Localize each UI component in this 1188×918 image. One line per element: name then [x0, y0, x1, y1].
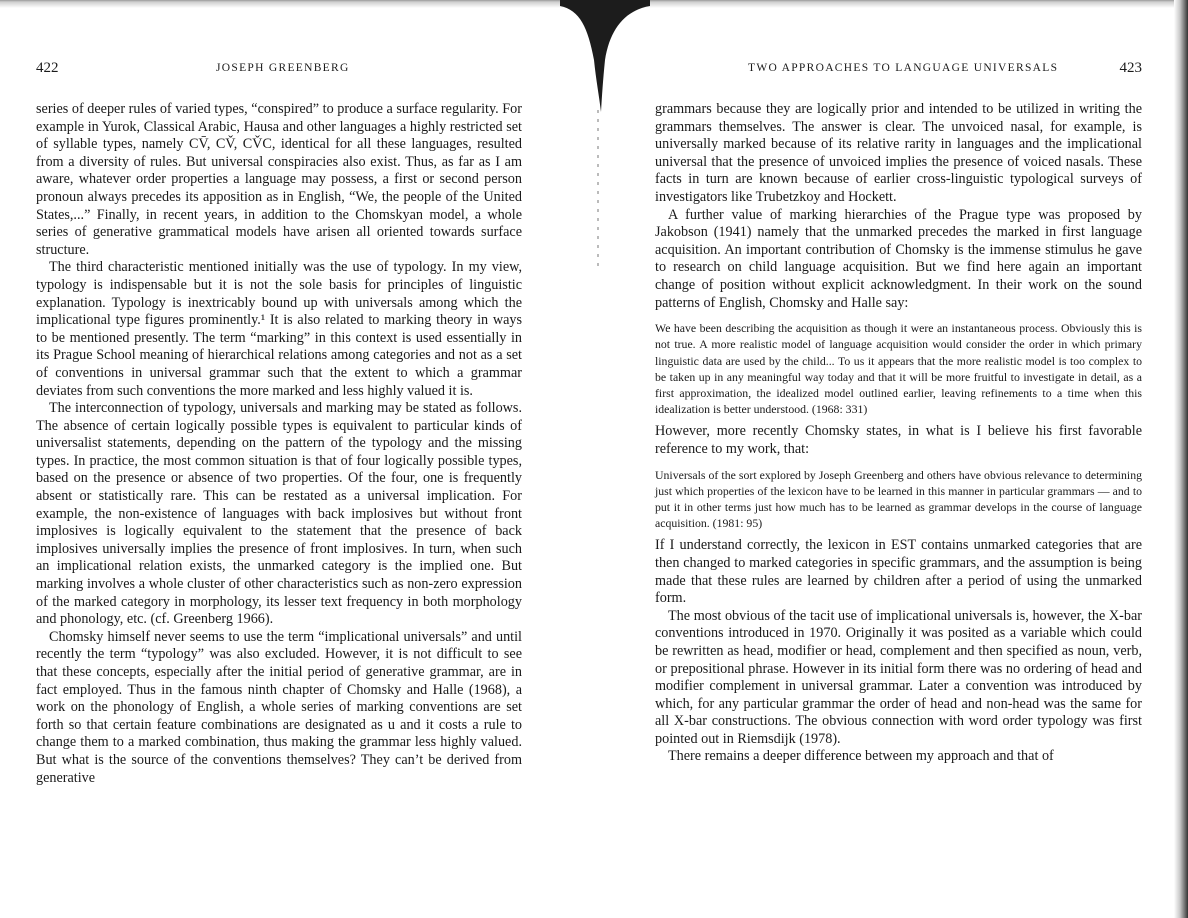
left-paragraph-1: series of deeper rules of varied types, “conspired” to produce a surface regularity. For example in Yurok, Classical Arabic, Hausa and other languages a highly restricted set of syllable types, namely CV̄, CV̌, CV̌C, identical for all these languages, resulted from a diversity of rules. But universal conspiracies also exist. Thus, as far as I am aware, whatever order properties a language may possess, a first or second person pronoun always precedes its apposition as in English, “We, the people of the United States,...” Finally, in recent years, in addition to the Chomskyan model, a whole series of generative grammatical models have arisen all oriented towards surface structure.: [36, 101, 522, 258]
left-paragraph-4: Chomsky himself never seems to use the term “implicational universals” and until recently the term “typology” was also excluded. However, it is not difficult to see that these concepts, especially after the initial period of generative grammar, are in fact employed. Thus in the famous ninth chapter of Chomsky and Halle (1968), a work on the phonology of English, a whole series of marking conventions are set forth so that certain feature combinations are designated as u and it costs a rule to change them to a marked combination, thus making the grammar less highly valued. But what is the source of the conventions themselves? They can’t be derived from generative: [36, 628, 522, 786]
left-running-head: [36, 62, 522, 82]
left-page-body: [36, 101, 522, 787]
gutter-speckle: [597, 110, 599, 270]
right-paragraph-6: There remains a deeper difference between my approach and that of: [668, 748, 1054, 765]
right-paragraph-1: grammars because they are logically prior and intended to be utilized in writing the grammars themselves. The answer is clear. The unvoiced nasal, for example, is universally marked because of its relative rarity in languages and the implicational universal that the presence of unvoiced implies the presence of voiced nasals. These facts in turn are known because of earlier cross-linguistic typological surveys of investigators like Trubetzkoy and Hockett.: [655, 101, 1142, 205]
right-running-title: TWO APPROACHES TO LANGUAGE UNIVERSALS: [748, 62, 1059, 74]
right-page-body: [655, 101, 1142, 766]
left-paragraph-2: The third characteristic mentioned initially was the use of typology. In my view, typology is indispensable but it is not the sole basis for principles of linguistic explanation. Typology is inextricably bound up with universals among which the implicational type figures prominently.¹ It is also related to marking theory in ways to be mentioned presently. The term “marking” in this context is used essentially in its Prague School meaning of hierarchical relations among categories and not as a set of conventions in universal grammar such that the extent to which a grammar deviates from such conventions the more marked and less highly valued it is.: [36, 259, 522, 399]
right-paragraph-3: However, more recently Chomsky states, in what is I believe his first favorable reference to my work, that:: [655, 423, 1142, 457]
block-quote-chomsky-1981: Universals of the sort explored by Joseph Greenberg and others have obvious relevance to determining just which properties of the lexicon have to be learned in this manner in particular grammars — and to put it in other terms just how much has to be learned as grammar develops in the course of language acquisition. (1981: 95): [655, 467, 1142, 531]
block-quote-chomsky-halle: We have been describing the acquisition as though it were an instantaneous process. Obviously this is not true. A more realistic model of language acquisition would consider the order in which primary linguistic data are used by the child... To us it appears that the more realistic model is too complex to be taken up in any meaningful way today and that it will be more fruitful to investigate in detail, as a first approximation, the idealized model outlined earlier, leaving refinements to a time when this idealization is better understood. (1968: 331): [655, 321, 1142, 417]
right-running-head: [655, 62, 1142, 82]
scan-right-edge: [1174, 0, 1188, 918]
left-page-number: 422: [36, 60, 59, 76]
right-paragraph-4: If I understand correctly, the lexicon in EST contains unmarked categories that are then changed to marked categories in specific grammars, and the assumption is being made that these rules are learned by children after a period of using the unmarked form.: [655, 537, 1142, 607]
right-page-number: 423: [1119, 60, 1142, 76]
book-gutter-shadow: [560, 0, 650, 120]
left-running-title: JOSEPH GREENBERG: [216, 62, 350, 74]
left-paragraph-3: The interconnection of typology, universals and marking may be stated as follows. The absence of certain logically possible types is equivalent to particular kinds of universalist statements, depending on the pattern of the typology and the missing types. In practice, the most common situation is that of four logically possible types, based on the presence or absence of two properties. Of the four, one is frequently absent or statistically rare. This can be restated as a universal implication. For example, the non-existence of languages with back implosives but without front implosives is logically equivalent to the statement that the presence of back implosives universally implies the presence of front implosives. In turn, when such an implicational relation exists, the unmarked category is the implied one. But marking involves a whole cluster of other characteristics such as non-zero expression of the marked category in morphology, its lesser text frequency in both morphology and phonology, etc. (cf. Greenberg 1966).: [36, 400, 522, 628]
right-paragraph-2: A further value of marking hierarchies of the Prague type was proposed by Jakobson (1941) namely that the unmarked precedes the marked in first language acquisition. An important contribution of Chomsky is the immense stimulus he gave to research on child language acquisition. But we find here again an important change of position without explicit acknowledgment. In their work on the sound patterns of English, Chomsky and Halle say:: [655, 206, 1142, 311]
right-paragraph-5: The most obvious of the tacit use of implicational universals is, however, the X-bar conventions introduced in 1970. Originally it was posited as a variable which could be rewritten as head, modifier or head, complement and then specified as noun, verb, or prepositional phrase. However in its initial form there was no ordering of head and modifier complement in universal grammar. Later a convention was introduced by which, for any particular grammar the order of head and non-head was the same for all X-bar constructions. The obvious connection with word order typology was first pointed out in Riemsdijk (1978).: [655, 607, 1142, 747]
